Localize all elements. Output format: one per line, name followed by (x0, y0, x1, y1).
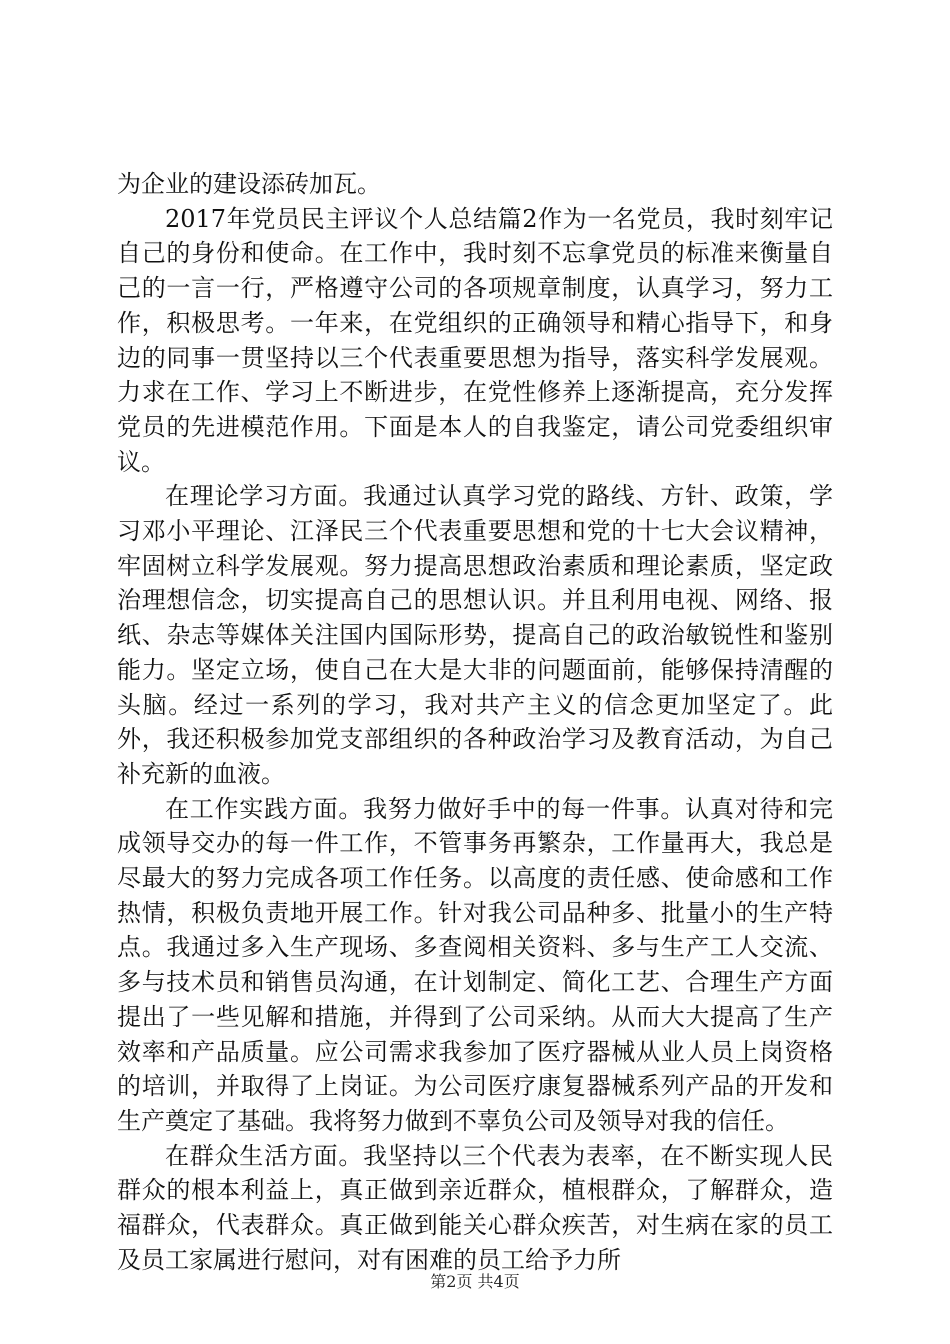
paragraph-work-practice: 在工作实践方面。我努力做好手中的每一件事。认真对待和完成领导交办的每一件工作，不管事务再繁杂，工作量再大，我总是尽最大的努力完成各项工作任务。以高度的责任感、使命感和工作热情，积极负责地开展工作。针对我公司品种多、批量小的生产特点。我通过多入生产现场、多查阅相关资料、多与生产工人交流、多与技术员和销售员沟通，在计划制定、简化工艺、合理生产方面提出了一些见解和措施，并得到了公司采纳。从而大大提高了生产效率和产品质量。应公司需求我参加了医疗器械从业人员上岗资格的培训，并取得了上岗证。为公司医疗康复器械系列产品的开发和生产奠定了基础。我将努力做到不辜负公司及领导对我的信任。 (117, 794, 833, 1135)
paragraph-mass-life: 在群众生活方面。我坚持以三个代表为表率，在不断实现人民群众的根本利益上，真正做到亲近群众，植根群众，了解群众，造福群众，代表群众。真正做到能关心群众疾苦，对生病在家的员工及员工家属进行慰问，对有困难的员工给予力所 (117, 1141, 833, 1274)
paragraph-continuation: 为企业的建设添砖加瓦。 (117, 170, 381, 198)
paragraph-intro: 2017年党员民主评议个人总结篇2作为一名党员，我时刻牢记自己的身份和使命。在工作中，我时刻不忘拿党员的标准来衡量自己的一言一行，严格遵守公司的各项规章制度，认真学习，努力工作，积极思考。一年来，在党组织的正确领导和精心指导下，和身边的同事一贯坚持以三个代表重要思想为指导，落实科学发展观。力求在工作、学习上不断进步，在党性修养上逐渐提高，充分发挥党员的先进模范作用。下面是本人的自我鉴定，请公司党委组织审议。 (117, 204, 833, 476)
body-text (117, 167, 833, 1278)
paragraph-theory-study: 在理论学习方面。我通过认真学习党的路线、方针、政策，学习邓小平理论、江泽民三个代表重要思想和党的十七大会议精神，牢固树立科学发展观。努力提高思想政治素质和理论素质，坚定政治理想信念，切实提高自己的思想认识。并且利用电视、网络、报纸、杂志等媒体关注国内国际形势，提高自己的政治敏锐性和鉴别能力。坚定立场，使自己在大是大非的问题面前，能够保持清醒的头脑。经过一系列的学习，我对共产主义的信念更加坚定了。此外，我还积极参加党支部组织的各种政治学习及教育活动，为自己补充新的血液。 (117, 482, 833, 788)
page-footer: 第2页 共4页 (430, 1272, 520, 1291)
